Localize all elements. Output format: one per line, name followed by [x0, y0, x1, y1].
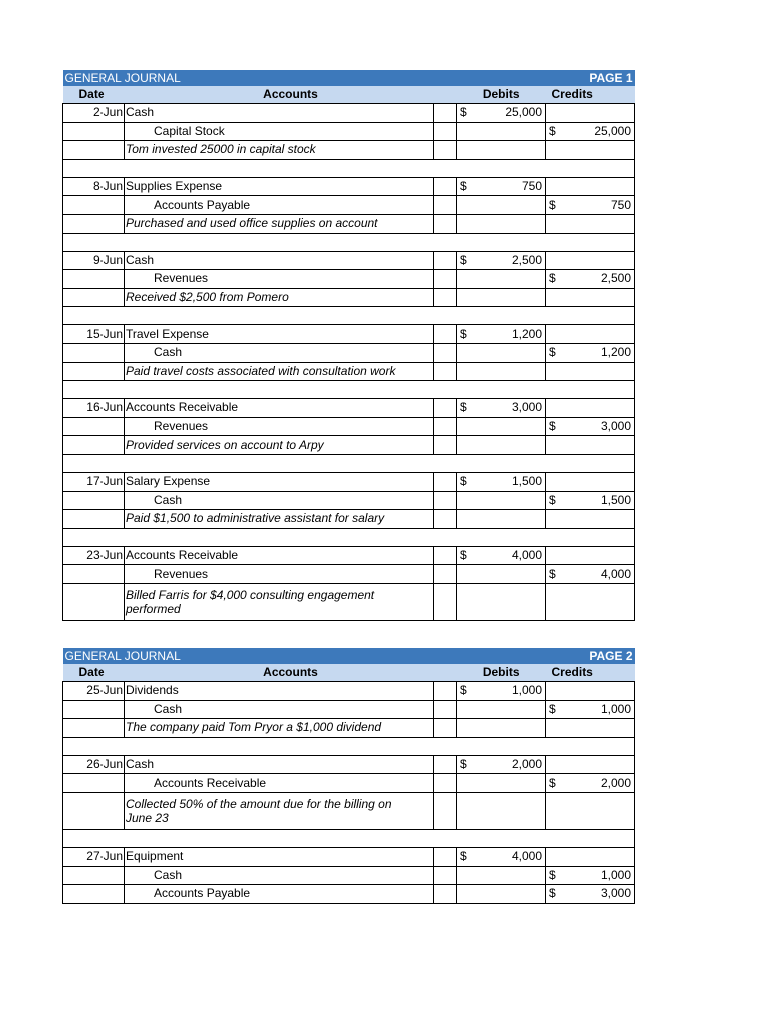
credit-amount: 1,000: [566, 866, 635, 885]
page-number: PAGE 1: [546, 70, 635, 86]
journal-line: [63, 847, 635, 866]
debit-amount: [477, 774, 546, 793]
credit-currency-sign: $: [546, 885, 566, 904]
spacer-cell: [434, 565, 457, 584]
entry-gap: [63, 233, 635, 251]
debit-currency-sign: $: [457, 472, 477, 491]
credit-account: Revenues: [125, 417, 434, 436]
debit-account: Equipment: [125, 847, 434, 866]
spacer-cell: [434, 362, 457, 381]
journal-title: GENERAL JOURNAL: [63, 70, 546, 86]
debit-account: Cash: [125, 104, 434, 123]
debit-amount: [477, 270, 546, 289]
debit-account: Cash: [125, 755, 434, 774]
debit-amount: 2,500: [477, 251, 546, 270]
entry-description: The company paid Tom Pryor a $1,000 dividend: [125, 719, 434, 738]
debit-amount: [477, 866, 546, 885]
debit-amount: [477, 196, 546, 215]
spacer-cell: [434, 719, 457, 738]
journal-line: [63, 177, 635, 196]
entry-date: [63, 362, 125, 381]
debit-amount: 3,000: [477, 399, 546, 418]
entry-date: [63, 885, 125, 904]
credit-amount: [566, 792, 635, 829]
debit-amount: [477, 436, 546, 455]
entry-gap: [63, 307, 635, 325]
debit-currency-sign: $: [457, 755, 477, 774]
credit-amount: [566, 436, 635, 455]
spacer-cell: [434, 270, 457, 289]
debit-currency-sign: [457, 141, 477, 160]
credit-account: Cash: [125, 866, 434, 885]
credit-currency-sign: [546, 472, 566, 491]
debit-currency-sign: [457, 122, 477, 141]
journal-memo-line: [63, 792, 635, 829]
debit-currency-sign: [457, 362, 477, 381]
journal-line: [63, 755, 635, 774]
debit-amount: [477, 719, 546, 738]
journal-memo-line: [63, 141, 635, 160]
entry-gap: [63, 159, 635, 177]
entry-date: [63, 214, 125, 233]
credit-currency-sign: [546, 288, 566, 307]
spacer-cell: [434, 866, 457, 885]
entry-date: 23-Jun: [63, 546, 125, 565]
credit-amount: [566, 325, 635, 344]
entry-date: 25-Jun: [63, 682, 125, 701]
spacer-cell: [434, 755, 457, 774]
credit-account: Cash: [125, 491, 434, 510]
debit-account: Supplies Expense: [125, 177, 434, 196]
entry-date: [63, 270, 125, 289]
credit-amount: [566, 546, 635, 565]
credit-account: Accounts Payable: [125, 196, 434, 215]
journal-line: [63, 399, 635, 418]
entry-description: Received $2,500 from Pomero: [125, 288, 434, 307]
debit-currency-sign: $: [457, 546, 477, 565]
debit-amount: [477, 510, 546, 529]
spacer-cell: [434, 325, 457, 344]
column-header-row: [63, 86, 635, 104]
debit-currency-sign: $: [457, 682, 477, 701]
spacer-cell: [434, 196, 457, 215]
debit-amount: [477, 583, 546, 620]
debit-currency-sign: [457, 510, 477, 529]
journal-line: [63, 885, 635, 904]
debits-header: Debits: [457, 664, 546, 682]
credit-amount: 3,000: [566, 417, 635, 436]
debit-currency-sign: [457, 792, 477, 829]
spacer-cell: [434, 399, 457, 418]
credit-currency-sign: [546, 104, 566, 123]
credit-account: Revenues: [125, 565, 434, 584]
entry-date: 16-Jun: [63, 399, 125, 418]
debit-amount: [477, 565, 546, 584]
entry-date: [63, 491, 125, 510]
debit-currency-sign: $: [457, 847, 477, 866]
debit-currency-sign: [457, 700, 477, 719]
credits-header: Credits: [546, 86, 635, 104]
gap-cell: [63, 737, 635, 755]
spacer-cell: [434, 885, 457, 904]
entry-gap: [63, 454, 635, 472]
journal-memo-line: [63, 583, 635, 620]
debit-account: Travel Expense: [125, 325, 434, 344]
debit-amount: 2,000: [477, 755, 546, 774]
entry-date: [63, 700, 125, 719]
credit-amount: 4,000: [566, 565, 635, 584]
spacer-cell: [434, 472, 457, 491]
debit-amount: 1,000: [477, 682, 546, 701]
gap-cell: [63, 233, 635, 251]
entry-date: [63, 141, 125, 160]
credit-currency-sign: [546, 755, 566, 774]
credit-amount: [566, 214, 635, 233]
credit-amount: [566, 583, 635, 620]
entry-description: Billed Farris for $4,000 consulting engagement performed: [125, 583, 434, 620]
credit-amount: [566, 719, 635, 738]
credit-currency-sign: $: [546, 866, 566, 885]
spacer-cell: [434, 792, 457, 829]
credits-header: Credits: [546, 664, 635, 682]
spacer-cell: [434, 436, 457, 455]
debit-currency-sign: [457, 214, 477, 233]
debit-currency-sign: [457, 774, 477, 793]
credit-currency-sign: $: [546, 270, 566, 289]
debit-amount: [477, 792, 546, 829]
journal-line: [63, 866, 635, 885]
entry-date: 17-Jun: [63, 472, 125, 491]
debit-currency-sign: [457, 417, 477, 436]
spacer-cell: [434, 700, 457, 719]
spacer-cell: [434, 682, 457, 701]
credit-currency-sign: [546, 399, 566, 418]
spacer-cell: [434, 141, 457, 160]
debit-amount: [477, 214, 546, 233]
general-journal-page-1: [62, 70, 634, 621]
entry-description: Purchased and used office supplies on account: [125, 214, 434, 233]
journal-line: [63, 122, 635, 141]
debit-currency-sign: [457, 196, 477, 215]
debit-amount: 1,500: [477, 472, 546, 491]
spacer-cell: [434, 288, 457, 307]
journal-line: [63, 325, 635, 344]
debits-header: Debits: [457, 86, 546, 104]
entry-description: Collected 50% of the amount due for the billing on June 23: [125, 792, 434, 829]
entry-description: Paid $1,500 to administrative assistant for salary: [125, 510, 434, 529]
credit-currency-sign: [546, 682, 566, 701]
spacer-cell: [434, 847, 457, 866]
credit-currency-sign: $: [546, 565, 566, 584]
debit-amount: [477, 362, 546, 381]
spacer-cell: [434, 510, 457, 529]
journal-line: [63, 491, 635, 510]
journal-line: [63, 682, 635, 701]
debit-amount: [477, 491, 546, 510]
gap-cell: [63, 454, 635, 472]
debit-currency-sign: [457, 436, 477, 455]
journal-line: [63, 343, 635, 362]
entry-date: 8-Jun: [63, 177, 125, 196]
credit-amount: [566, 510, 635, 529]
journal-line: [63, 417, 635, 436]
journal-memo-line: [63, 510, 635, 529]
spacer-cell: [434, 122, 457, 141]
journal-title-bar: [63, 70, 635, 86]
journal-table: [62, 70, 635, 621]
spacer-cell: [434, 177, 457, 196]
credit-amount: [566, 472, 635, 491]
entry-date: [63, 792, 125, 829]
accounts-header: Accounts: [125, 86, 457, 104]
credit-currency-sign: [546, 546, 566, 565]
gap-cell: [63, 528, 635, 546]
journal-memo-line: [63, 436, 635, 455]
spacer-cell: [434, 491, 457, 510]
credit-currency-sign: [546, 792, 566, 829]
credit-currency-sign: [546, 583, 566, 620]
debit-currency-sign: [457, 866, 477, 885]
credit-currency-sign: [546, 251, 566, 270]
debit-amount: [477, 417, 546, 436]
credit-currency-sign: $: [546, 491, 566, 510]
credit-currency-sign: [546, 362, 566, 381]
journal-line: [63, 546, 635, 565]
debit-currency-sign: [457, 343, 477, 362]
debit-currency-sign: [457, 719, 477, 738]
entry-description: Paid travel costs associated with consultation work: [125, 362, 434, 381]
credit-amount: [566, 847, 635, 866]
debit-amount: 750: [477, 177, 546, 196]
general-journal-page-2: [62, 648, 634, 904]
entry-date: 2-Jun: [63, 104, 125, 123]
spacer-cell: [434, 417, 457, 436]
journal-table: [62, 648, 635, 904]
debit-currency-sign: [457, 885, 477, 904]
journal-memo-line: [63, 288, 635, 307]
date-header: Date: [63, 664, 125, 682]
spacer-cell: [434, 583, 457, 620]
entry-date: 9-Jun: [63, 251, 125, 270]
journal-memo-line: [63, 719, 635, 738]
debit-currency-sign: $: [457, 399, 477, 418]
spacer-cell: [434, 546, 457, 565]
credit-amount: 25,000: [566, 122, 635, 141]
credit-currency-sign: $: [546, 343, 566, 362]
credit-account: Cash: [125, 343, 434, 362]
credit-currency-sign: [546, 214, 566, 233]
credit-amount: [566, 362, 635, 381]
credit-currency-sign: $: [546, 774, 566, 793]
accounts-header: Accounts: [125, 664, 457, 682]
entry-date: 26-Jun: [63, 755, 125, 774]
journal-line: [63, 700, 635, 719]
credit-amount: 1,200: [566, 343, 635, 362]
journal-line: [63, 774, 635, 793]
debit-currency-sign: [457, 491, 477, 510]
credit-amount: [566, 682, 635, 701]
debit-amount: [477, 343, 546, 362]
spacer-cell: [434, 343, 457, 362]
credit-amount: [566, 399, 635, 418]
entry-date: [63, 774, 125, 793]
credit-account: Revenues: [125, 270, 434, 289]
entry-description: Provided services on account to Arpy: [125, 436, 434, 455]
credit-amount: 2,500: [566, 270, 635, 289]
debit-amount: [477, 141, 546, 160]
spacer-cell: [434, 104, 457, 123]
entry-date: 27-Jun: [63, 847, 125, 866]
spacer-cell: [434, 251, 457, 270]
spacer-cell: [434, 214, 457, 233]
entry-gap: [63, 381, 635, 399]
page-number: PAGE 2: [546, 648, 635, 664]
journal-title: GENERAL JOURNAL: [63, 648, 546, 664]
credit-amount: [566, 755, 635, 774]
debit-account: Cash: [125, 251, 434, 270]
credit-currency-sign: [546, 141, 566, 160]
journal-line: [63, 270, 635, 289]
debit-currency-sign: [457, 565, 477, 584]
debit-currency-sign: [457, 288, 477, 307]
debit-amount: 4,000: [477, 847, 546, 866]
entry-date: 15-Jun: [63, 325, 125, 344]
entry-date: [63, 565, 125, 584]
debit-account: Dividends: [125, 682, 434, 701]
credit-amount: [566, 141, 635, 160]
credit-currency-sign: [546, 177, 566, 196]
date-header: Date: [63, 86, 125, 104]
gap-cell: [63, 829, 635, 847]
entry-date: [63, 510, 125, 529]
credit-currency-sign: [546, 325, 566, 344]
journal-memo-line: [63, 362, 635, 381]
entry-date: [63, 417, 125, 436]
debit-amount: [477, 700, 546, 719]
credit-currency-sign: [546, 510, 566, 529]
credit-amount: 1,000: [566, 700, 635, 719]
entry-gap: [63, 829, 635, 847]
credit-amount: 2,000: [566, 774, 635, 793]
credit-currency-sign: [546, 847, 566, 866]
debit-currency-sign: $: [457, 251, 477, 270]
credit-amount: 750: [566, 196, 635, 215]
debit-account: Accounts Receivable: [125, 546, 434, 565]
debit-amount: [477, 122, 546, 141]
credit-amount: 1,500: [566, 491, 635, 510]
credit-account: Cash: [125, 700, 434, 719]
entry-gap: [63, 737, 635, 755]
journal-line: [63, 472, 635, 491]
debit-account: Accounts Receivable: [125, 399, 434, 418]
gap-cell: [63, 159, 635, 177]
entry-date: [63, 719, 125, 738]
credit-amount: 3,000: [566, 885, 635, 904]
credit-account: Capital Stock: [125, 122, 434, 141]
journal-line: [63, 104, 635, 123]
entry-date: [63, 196, 125, 215]
journal-title-bar: [63, 648, 635, 664]
debit-currency-sign: [457, 583, 477, 620]
credit-currency-sign: $: [546, 417, 566, 436]
debit-currency-sign: [457, 270, 477, 289]
credit-amount: [566, 177, 635, 196]
entry-date: [63, 866, 125, 885]
gap-cell: [63, 307, 635, 325]
credit-currency-sign: [546, 436, 566, 455]
debit-amount: [477, 288, 546, 307]
credit-currency-sign: [546, 719, 566, 738]
credit-amount: [566, 288, 635, 307]
credit-currency-sign: $: [546, 122, 566, 141]
credit-account: Accounts Payable: [125, 885, 434, 904]
credit-amount: [566, 104, 635, 123]
debit-currency-sign: $: [457, 177, 477, 196]
debit-amount: 4,000: [477, 546, 546, 565]
debit-amount: 25,000: [477, 104, 546, 123]
journal-line: [63, 251, 635, 270]
entry-date: [63, 122, 125, 141]
credit-amount: [566, 251, 635, 270]
credit-account: Accounts Receivable: [125, 774, 434, 793]
entry-description: Tom invested 25000 in capital stock: [125, 141, 434, 160]
spacer-cell: [434, 774, 457, 793]
debit-account: Salary Expense: [125, 472, 434, 491]
journal-line: [63, 196, 635, 215]
entry-date: [63, 288, 125, 307]
debit-amount: [477, 885, 546, 904]
debit-currency-sign: $: [457, 325, 477, 344]
credit-currency-sign: $: [546, 196, 566, 215]
credit-currency-sign: $: [546, 700, 566, 719]
debit-currency-sign: $: [457, 104, 477, 123]
journal-memo-line: [63, 214, 635, 233]
entry-date: [63, 583, 125, 620]
debit-amount: 1,200: [477, 325, 546, 344]
column-header-row: [63, 664, 635, 682]
entry-date: [63, 343, 125, 362]
entry-gap: [63, 528, 635, 546]
journal-line: [63, 565, 635, 584]
gap-cell: [63, 381, 635, 399]
entry-date: [63, 436, 125, 455]
